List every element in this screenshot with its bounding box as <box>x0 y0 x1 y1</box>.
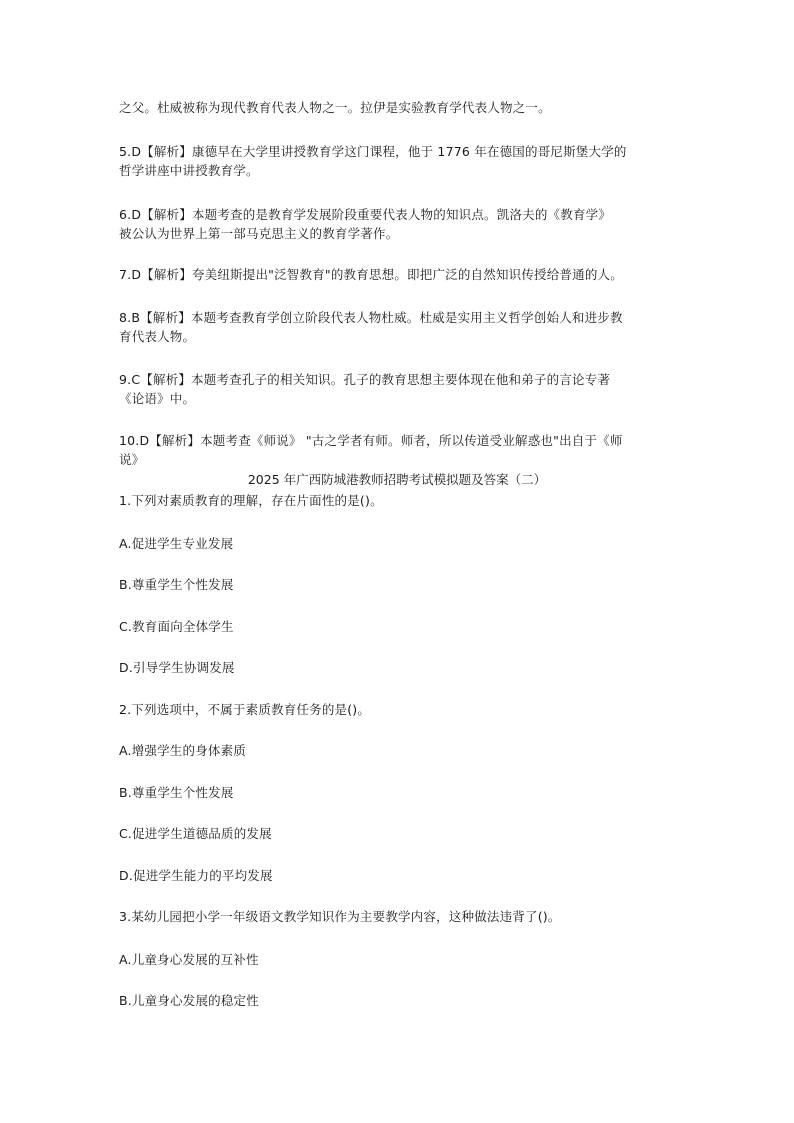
question-1-option-c: C.教育面向全体学生 <box>119 619 234 634</box>
analysis-6-line-2: 被公认为世界上第一部马克思主义的教育学著作。 <box>119 226 399 241</box>
analysis-4-line-1: 之父。杜威被称为现代教育代表人物之一。拉伊是实验教育学代表人物之一。 <box>119 100 551 115</box>
question-1-option-a: A.促进学生专业发展 <box>119 536 234 551</box>
question-2-option-d: D.促进学生能力的平均发展 <box>119 868 273 883</box>
analysis-5-line-2: 哲学讲座中讲授教育学。 <box>119 163 259 178</box>
analysis-10-line-2: 说》 <box>119 452 145 467</box>
section-title: 2025 年广西防城港教师招聘考试模拟题及答案（二） <box>247 472 547 487</box>
question-2-stem: 2.下列选项中，不属于素质教育任务的是()。 <box>119 702 371 717</box>
question-2-option-c: C.促进学生道德品质的发展 <box>119 826 272 841</box>
analysis-9-line-2: 《论语》中。 <box>119 391 196 406</box>
question-2-option-a: A.增强学生的身体素质 <box>119 743 247 758</box>
analysis-8-line-1: 8.B【解析】本题考查教育学创立阶段代表人物杜威。杜威是实用主义哲学创始人和进步教 <box>119 310 623 325</box>
analysis-7-line-1: 7.D【解析】夸美纽斯提出"泛智教育"的教育思想。即把广泛的自然知识传授给普通的人。 <box>119 267 623 282</box>
question-1-option-b: B.尊重学生个性发展 <box>119 577 234 592</box>
analysis-10-line-1: 10.D【解析】本题考查《师说》 "古之学者有师。师者，所以传道受业解惑也"出自于《师 <box>119 433 623 448</box>
question-2-option-b: B.尊重学生个性发展 <box>119 785 234 800</box>
analysis-6-line-1: 6.D【解析】本题考查的是教育学发展阶段重要代表人物的知识点。凯洛夫的《教育学》 <box>119 207 612 222</box>
analysis-8-line-2: 育代表人物。 <box>119 329 196 344</box>
question-1-stem: 1.下列对素质教育的理解，存在片面性的是()。 <box>119 493 383 508</box>
analysis-9-line-1: 9.C【解析】本题考查孔子的相关知识。孔子的教育思想主要体现在他和弟子的言论专著 <box>119 372 611 387</box>
question-3-stem: 3.某幼儿园把小学一年级语文教学知识作为主要教学内容，这种做法违背了()。 <box>119 909 561 924</box>
question-3-option-b: B.儿童身心发展的稳定性 <box>119 993 259 1008</box>
question-1-option-d: D.引导学生协调发展 <box>119 660 235 675</box>
question-3-option-a: A.儿童身心发展的互补性 <box>119 952 259 967</box>
analysis-5-line-1: 5.D【解析】康德早在大学里讲授教育学这门课程，他于 1776 年在德国的哥尼斯堡大学的 <box>119 144 627 159</box>
